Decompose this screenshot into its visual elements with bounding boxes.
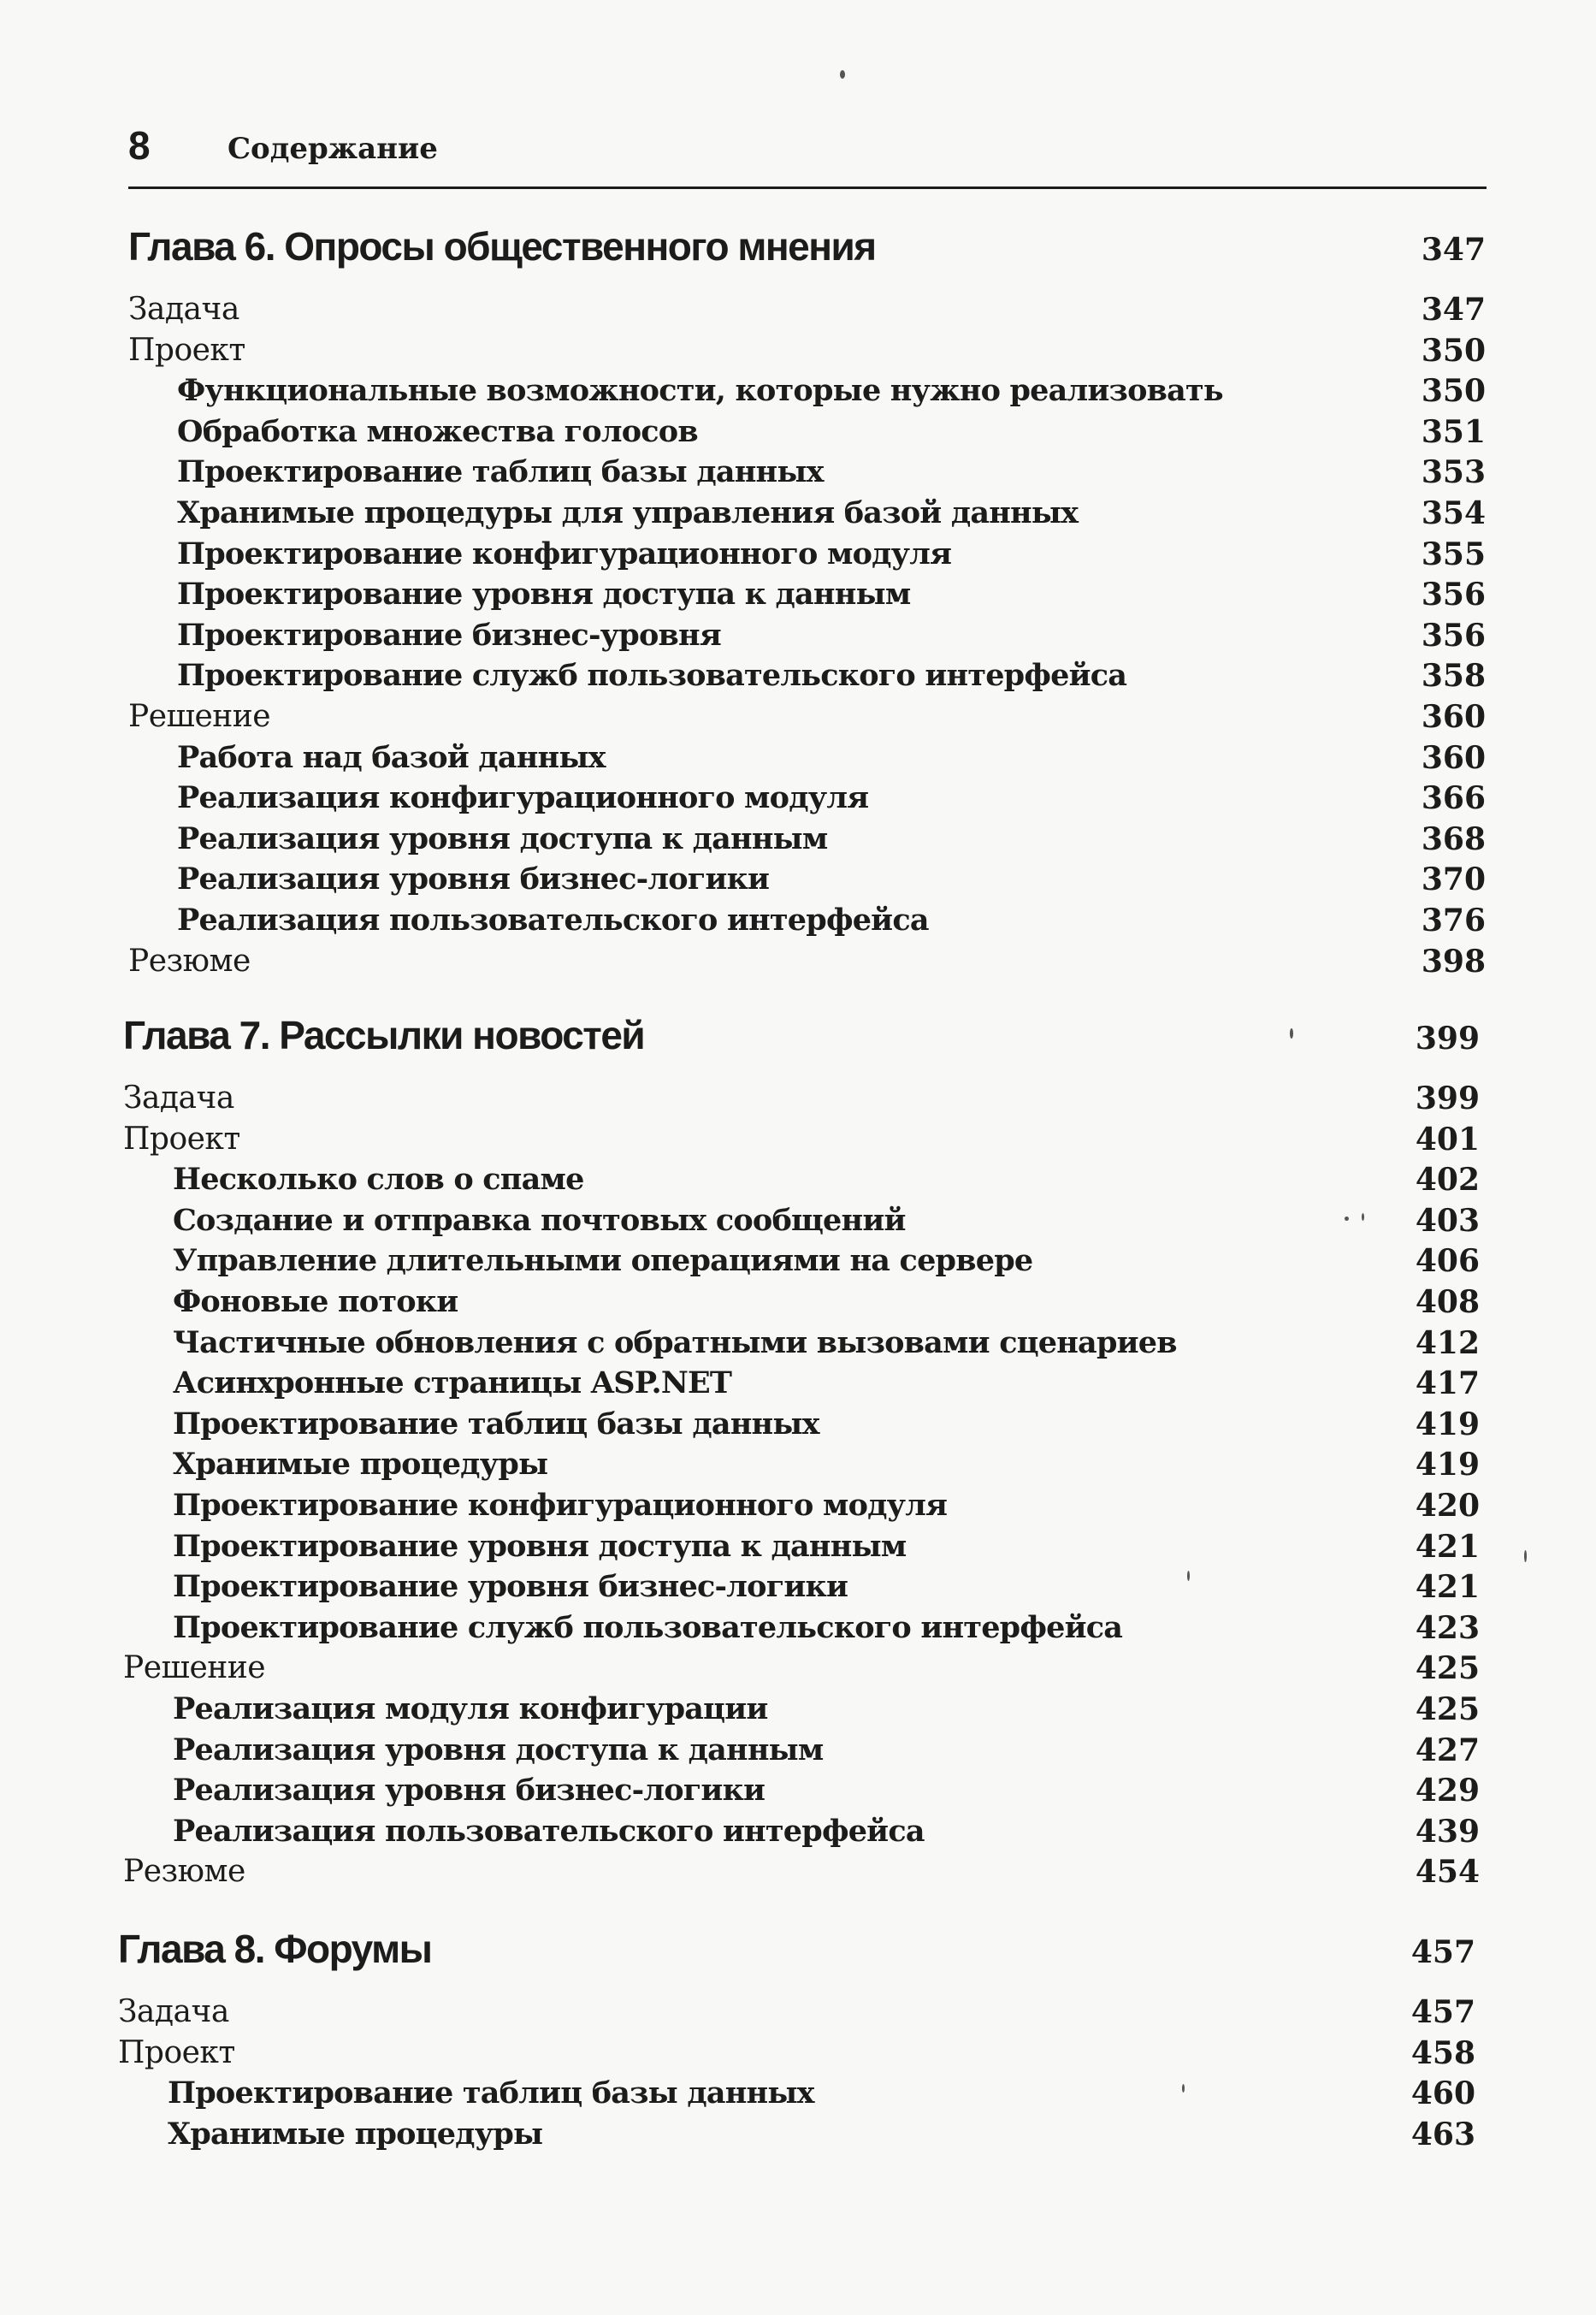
toc-subsection-entry[interactable] [0, 1485, 1596, 1526]
entry-page-number: 408 [1415, 1284, 1480, 1320]
toc-subsection-entry[interactable] [0, 1770, 1596, 1811]
scan-speck [1345, 1217, 1349, 1221]
toc-subsection-entry[interactable] [0, 1730, 1596, 1771]
toc-subsection-entry[interactable] [0, 1323, 1596, 1364]
toc-subsection-entry[interactable] [0, 411, 1596, 453]
entry-title: Создание и отправка почтовых сообщений [173, 1202, 906, 1238]
entry-page-number: 412 [1415, 1324, 1480, 1361]
entry-title: Хранимые процедуры [173, 1447, 548, 1483]
entry-page-number: 427 [1415, 1732, 1480, 1768]
entry-title: Управление длительными операциями на сервере [173, 1243, 1033, 1279]
toc-subsection-entry[interactable] [0, 1159, 1596, 1200]
entry-title: Проектирование таблиц базы данных [173, 1406, 819, 1442]
entry-title: Реализация уровня бизнес-логики [177, 861, 770, 897]
toc-subsection-entry[interactable] [0, 1607, 1596, 1649]
entry-title: Резюме [128, 943, 251, 979]
entry-page-number: 425 [1415, 1650, 1480, 1687]
entry-page-number: 458 [1410, 2034, 1475, 2071]
entry-page-number: 354 [1421, 495, 1486, 531]
entry-page-number: 366 [1421, 780, 1486, 817]
scan-speck [1362, 1213, 1364, 1221]
toc-subsection-entry[interactable] [0, 1404, 1596, 1445]
toc-subsection-entry[interactable] [0, 1240, 1596, 1282]
toc-subsection-entry[interactable] [0, 493, 1596, 534]
entry-page-number: 460 [1410, 2075, 1475, 2112]
toc-subsection-entry[interactable] [0, 1689, 1596, 1730]
entry-title: Проектирование конфигурационного модуля [177, 536, 952, 571]
entry-title: Хранимые процедуры для управления базой данных [177, 495, 1079, 530]
entry-page-number: 421 [1415, 1569, 1480, 1606]
toc-subsection-entry[interactable] [0, 819, 1596, 860]
entry-page-number: 350 [1421, 332, 1486, 369]
chapter-title: Глава 7. Рассылки новостей [123, 1013, 645, 1057]
toc-section-entry[interactable] [0, 2033, 1596, 2074]
entry-page-number: 360 [1421, 699, 1486, 735]
toc-subsection-entry[interactable] [0, 1363, 1596, 1404]
toc-section-entry[interactable] [0, 1119, 1596, 1160]
entry-page-number: 376 [1421, 903, 1486, 938]
entry-title: Задача [118, 1994, 229, 2029]
toc-section-entry[interactable] [0, 1992, 1596, 2033]
chapter-page-number: 457 [1410, 1934, 1475, 1970]
entry-title: Несколько слов о спаме [173, 1162, 584, 1198]
entry-title: Работа над базой данных [177, 739, 606, 775]
entry-title: Задача [123, 1081, 234, 1116]
entry-title: Задача [128, 292, 239, 327]
entry-page-number: 425 [1415, 1691, 1480, 1727]
entry-page-number: 355 [1421, 536, 1486, 572]
entry-page-number: 419 [1415, 1406, 1480, 1442]
entry-page-number: 351 [1421, 413, 1486, 450]
entry-page-number: 398 [1421, 943, 1486, 980]
entry-page-number: 402 [1415, 1162, 1480, 1199]
entry-page-number: 356 [1421, 577, 1486, 613]
entry-title: Проектирование уровня доступа к данным [173, 1528, 907, 1564]
toc-subsection-entry[interactable] [0, 534, 1596, 575]
entry-page-number: 463 [1410, 2116, 1475, 2152]
scan-speck [1524, 1550, 1527, 1562]
toc-subsection-entry[interactable] [0, 737, 1596, 779]
entry-title: Проектирование уровня доступа к данным [177, 577, 911, 613]
entry-title: Проект [123, 1121, 240, 1157]
entry-title: Обработка множества голосов [177, 413, 698, 449]
entry-page-number: 350 [1421, 373, 1486, 410]
entry-title: Проектирование таблиц базы данных [168, 2075, 814, 2111]
entry-page-number: 423 [1415, 1609, 1480, 1646]
toc-section-entry[interactable] [0, 941, 1596, 982]
toc-subsection-entry[interactable] [0, 1444, 1596, 1485]
entry-page-number: 401 [1415, 1121, 1480, 1158]
chapter-title: Глава 6. Опросы общественного мнения [128, 224, 876, 269]
toc-subsection-entry[interactable] [0, 859, 1596, 900]
entry-title: Проектирование конфигурационного модуля [173, 1488, 948, 1523]
toc-section-entry[interactable] [0, 330, 1596, 371]
entry-page-number: 454 [1415, 1854, 1480, 1891]
chapter-heading[interactable] [0, 1011, 1596, 1057]
running-title: Содержание [228, 132, 438, 166]
page-number: 8 [128, 123, 151, 168]
toc-section-entry[interactable] [0, 289, 1596, 330]
entry-page-number: 368 [1421, 820, 1486, 857]
entry-title: Решение [123, 1650, 266, 1686]
toc-subsection-entry[interactable] [0, 1526, 1596, 1567]
entry-page-number: 419 [1415, 1447, 1480, 1483]
entry-title: Реализация уровня доступа к данным [173, 1732, 824, 1767]
entry-page-number: 356 [1421, 617, 1486, 654]
toc-subsection-entry[interactable] [0, 1282, 1596, 1323]
entry-title: Проектирование таблиц базы данных [177, 454, 824, 490]
entry-page-number: 403 [1415, 1202, 1480, 1239]
entry-title: Функциональные возможности, которые нужно реализовать [177, 373, 1223, 409]
toc-subsection-entry[interactable] [0, 370, 1596, 411]
toc-subsection-entry[interactable] [0, 574, 1596, 615]
entry-title: Реализация уровня бизнес-логики [173, 1773, 765, 1809]
entry-title: Реализация конфигурационного модуля [177, 780, 869, 816]
chapter-heading[interactable] [0, 1925, 1596, 1971]
entry-title: Хранимые процедуры [168, 2116, 543, 2152]
entry-page-number: 420 [1415, 1488, 1480, 1524]
scan-speck [1182, 2084, 1185, 2093]
entry-title: Реализация модуля конфигурации [173, 1691, 768, 1726]
entry-page-number: 439 [1415, 1813, 1480, 1850]
toc-subsection-entry[interactable] [0, 2073, 1596, 2114]
entry-title: Резюме [123, 1854, 245, 1890]
toc-subsection-entry[interactable] [0, 452, 1596, 493]
entry-title: Реализация уровня доступа к данным [177, 820, 828, 856]
entry-page-number: 406 [1415, 1243, 1480, 1280]
scan-speck [840, 70, 845, 79]
entry-page-number: 353 [1421, 454, 1486, 491]
entry-title: Проектирование служб пользовательского интерфейса [173, 1609, 1123, 1645]
toc-subsection-entry[interactable] [0, 2114, 1596, 2155]
toc-subsection-entry[interactable] [0, 615, 1596, 656]
entry-title: Частичные обновления с обратными вызовами сценариев [173, 1324, 1177, 1360]
toc-subsection-entry[interactable] [0, 655, 1596, 696]
entry-page-number: 370 [1421, 861, 1486, 898]
toc-section-entry[interactable] [0, 1851, 1596, 1892]
entry-page-number: 399 [1415, 1081, 1480, 1116]
entry-title: Проект [128, 332, 245, 368]
scan-speck [1290, 1028, 1293, 1039]
entry-title: Реализация пользовательского интерфейса [173, 1813, 925, 1849]
toc-subsection-entry[interactable] [0, 778, 1596, 819]
toc-section-entry[interactable] [0, 1648, 1596, 1689]
entry-page-number: 457 [1410, 1994, 1475, 2030]
running-head [128, 123, 1487, 189]
entry-page-number: 358 [1421, 658, 1486, 695]
entry-title: Асинхронные страницы ASP.NET [173, 1365, 732, 1401]
toc-subsection-entry[interactable] [0, 1811, 1596, 1852]
entry-page-number: 417 [1415, 1365, 1480, 1402]
chapter-page-number: 399 [1415, 1021, 1480, 1057]
chapter-title: Глава 8. Форумы [118, 1927, 432, 1971]
entry-title: Проект [118, 2034, 235, 2070]
entry-page-number: 347 [1421, 292, 1486, 328]
entry-page-number: 360 [1421, 739, 1486, 776]
toc-subsection-entry[interactable] [0, 900, 1596, 941]
toc-section-entry[interactable] [0, 1078, 1596, 1119]
chapter-heading[interactable] [0, 222, 1596, 269]
entry-title: Проектирование бизнес-уровня [177, 617, 721, 653]
toc-section-entry[interactable] [0, 696, 1596, 737]
entry-title: Реализация пользовательского интерфейса [177, 903, 929, 938]
entry-title: Проектирование служб пользовательского интерфейса [177, 658, 1127, 694]
scan-speck [1187, 1571, 1190, 1581]
toc-subsection-entry[interactable] [0, 1566, 1596, 1607]
entry-title: Проектирование уровня бизнес-логики [173, 1569, 848, 1605]
entry-page-number: 421 [1415, 1528, 1480, 1565]
chapter-page-number: 347 [1421, 232, 1486, 268]
entry-title: Решение [128, 699, 271, 734]
entry-title: Фоновые потоки [173, 1284, 458, 1319]
toc-subsection-entry[interactable] [0, 1200, 1596, 1241]
entry-page-number: 429 [1415, 1773, 1480, 1809]
